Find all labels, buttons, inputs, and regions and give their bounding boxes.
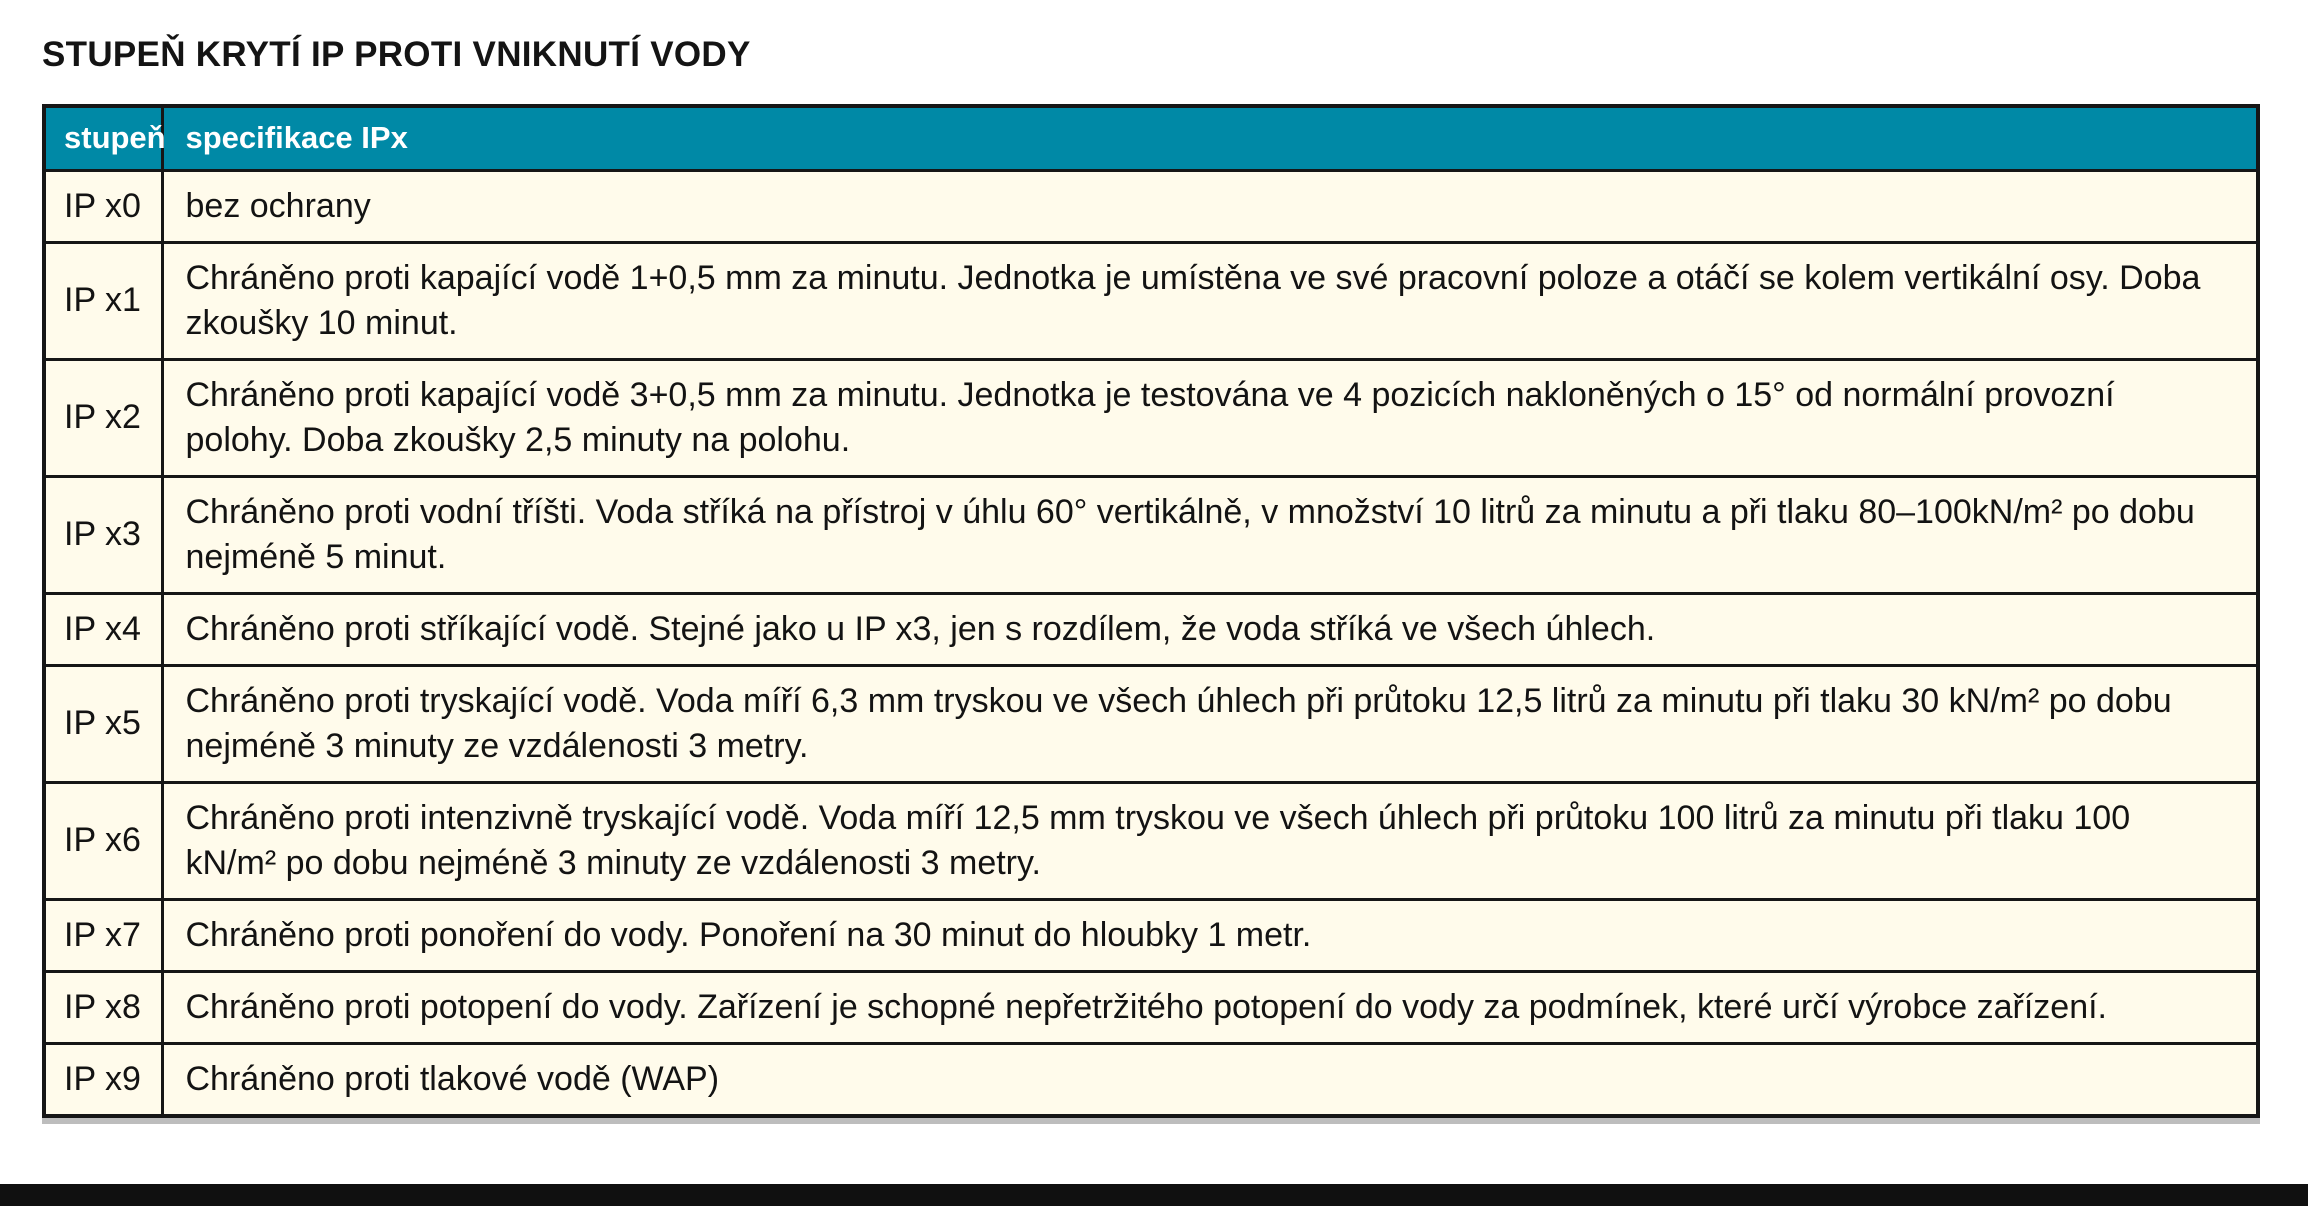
ip-grade-cell: IP x3 — [44, 476, 162, 593]
ip-grade-cell: IP x5 — [44, 665, 162, 782]
table-row — [44, 359, 2258, 476]
table-row — [44, 242, 2258, 359]
table-row — [44, 170, 2258, 242]
ip-grade-cell: IP x2 — [44, 359, 162, 476]
table-row — [44, 782, 2258, 899]
ip-grade-cell: IP x4 — [44, 593, 162, 665]
table-header-row — [44, 106, 2258, 170]
ip-spec-cell: Chráněno proti potopení do vody. Zařízení je schopné nepřetržitého potopení do vody za podmínek, které určí výrobce zařízení. — [162, 971, 2258, 1043]
ip-grade-cell: IP x8 — [44, 971, 162, 1043]
ip-spec-cell: Chráněno proti kapající vodě 3+0,5 mm za minutu. Jednotka je testována ve 4 pozicích nakloněných o 15° od normální provozní polohy. Doba zkoušky 2,5 minuty na polohu. — [162, 359, 2258, 476]
table-row — [44, 593, 2258, 665]
table-row — [44, 971, 2258, 1043]
column-header-spec: specifikace IPx — [162, 106, 2258, 170]
table-row — [44, 476, 2258, 593]
ip-spec-cell: Chráněno proti ponoření do vody. Ponoření na 30 minut do hloubky 1 metr. — [162, 899, 2258, 971]
table-row — [44, 665, 2258, 782]
table-row — [44, 899, 2258, 971]
ip-spec-cell: Chráněno proti tlakové vodě (WAP) — [162, 1043, 2258, 1116]
ip-water-protection-table — [42, 104, 2260, 1118]
ip-spec-cell: Chráněno proti vodní tříšti. Voda stříká na přístroj v úhlu 60° vertikálně, v množství 10 litrů za minutu a při tlaku 80–100kN/m² po dobu nejméně 5 minut. — [162, 476, 2258, 593]
ip-spec-cell: Chráněno proti kapající vodě 1+0,5 mm za minutu. Jednotka je umístěna ve své pracovní poloze a otáčí se kolem vertikální osy. Doba zkoušky 10 minut. — [162, 242, 2258, 359]
table-section — [42, 28, 2260, 1118]
ip-spec-cell: Chráněno proti tryskající vodě. Voda míří 6,3 mm tryskou ve všech úhlech při průtoku 12,5 litrů za minutu při tlaku 30 kN/m² po dobu nejméně 3 minuty ze vzdálenosti 3 metry. — [162, 665, 2258, 782]
ip-spec-cell: Chráněno proti intenzivně tryskající vodě. Voda míří 12,5 mm tryskou ve všech úhlech při průtoku 100 litrů za minutu při tlaku 100 kN/m² po dobu nejméně 3 minuty ze vzdálenosti 3 metry. — [162, 782, 2258, 899]
table-row — [44, 1043, 2258, 1116]
ip-grade-cell: IP x0 — [44, 170, 162, 242]
bottom-rule — [0, 1184, 2308, 1206]
ip-spec-cell: bez ochrany — [162, 170, 2258, 242]
ip-grade-cell: IP x7 — [44, 899, 162, 971]
ip-spec-cell: Chráněno proti stříkající vodě. Stejné jako u IP x3, jen s rozdílem, že voda stříká ve všech úhlech. — [162, 593, 2258, 665]
ip-grade-cell: IP x1 — [44, 242, 162, 359]
ip-grade-cell: IP x9 — [44, 1043, 162, 1116]
ip-grade-cell: IP x6 — [44, 782, 162, 899]
column-header-grade: stupeň — [44, 106, 162, 170]
page-title: STUPEŇ KRYTÍ IP PROTI VNIKNUTÍ VODY — [42, 35, 751, 74]
